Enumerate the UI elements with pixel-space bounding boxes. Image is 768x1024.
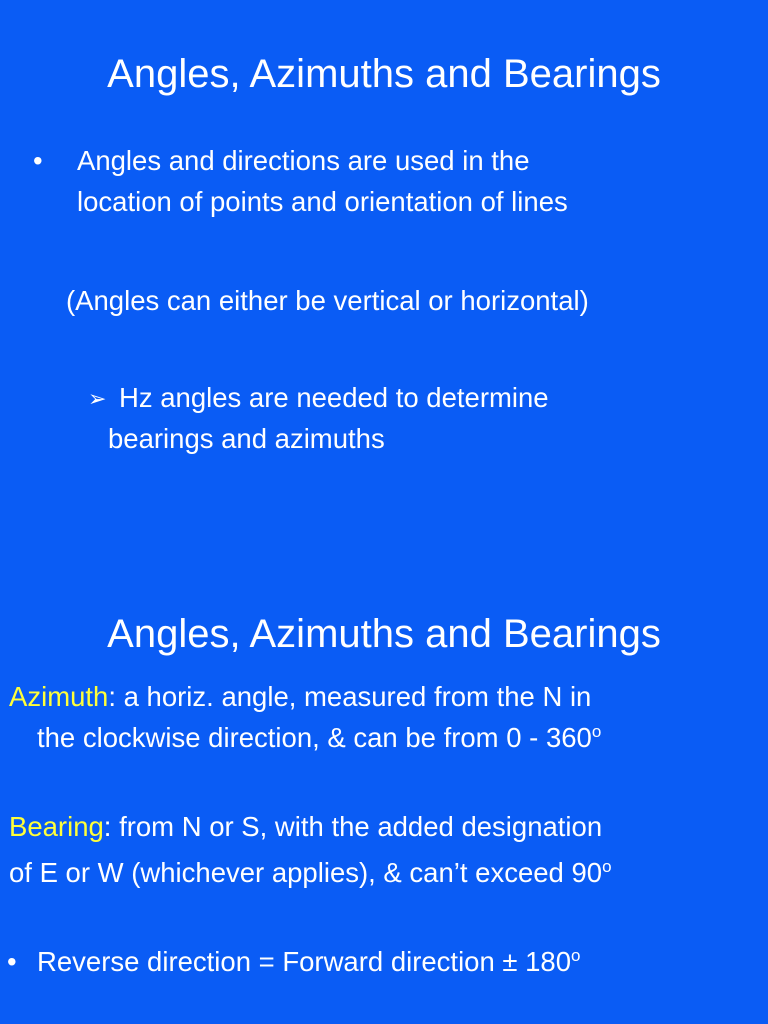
slide-2 <box>0 540 768 1024</box>
sub-bullet-line-1: Hz angles are needed to determine <box>119 382 549 413</box>
bullet-dot-icon: • <box>33 145 43 176</box>
bearing-definition-line-2 <box>9 852 612 897</box>
azimuth-definition-line-2 <box>37 717 601 762</box>
bearing-definition-text: : from N or S, with the added designation <box>103 811 603 842</box>
angles-note: (Angles can either be vertical or horizontal) <box>66 285 589 316</box>
bullet-angles-directions <box>33 140 568 222</box>
sub-bullet-hz-angles <box>88 377 549 459</box>
reverse-direction-formula: Reverse direction = Forward direction ± 180 <box>37 946 572 977</box>
arrow-bullet-icon: ➢ <box>88 386 107 411</box>
bullet-text-line-1: Angles and directions are used in the <box>77 145 530 176</box>
reverse-direction-text <box>37 941 581 986</box>
bearing-definition-line-1 <box>9 806 602 847</box>
azimuth-term: Azimuth <box>9 681 109 712</box>
degree-superscript: o <box>602 857 612 876</box>
degree-superscript: o <box>591 722 602 741</box>
bullet-reverse-direction <box>7 941 581 986</box>
sub-bullet-line-2: bearings and azimuths <box>108 423 385 454</box>
azimuth-definition-line-1 <box>9 676 591 717</box>
bullet-dot-icon: • <box>7 946 17 977</box>
slide-1-title: Angles, Azimuths and Bearings <box>107 52 661 96</box>
degree-superscript: o <box>571 946 581 965</box>
azimuth-definition-continuation: the clockwise direction, & can be from 0 - 360 <box>37 722 592 753</box>
bearing-term: Bearing <box>9 811 104 842</box>
bullet-text-line-2: location of points and orientation of lines <box>77 186 568 217</box>
bearing-definition-continuation: of E or W (whichever applies), & can’t exceed 90 <box>9 857 603 888</box>
slide-2-title: Angles, Azimuths and Bearings <box>107 612 661 656</box>
azimuth-definition-text: : a horiz. angle, measured from the N in <box>108 681 592 712</box>
